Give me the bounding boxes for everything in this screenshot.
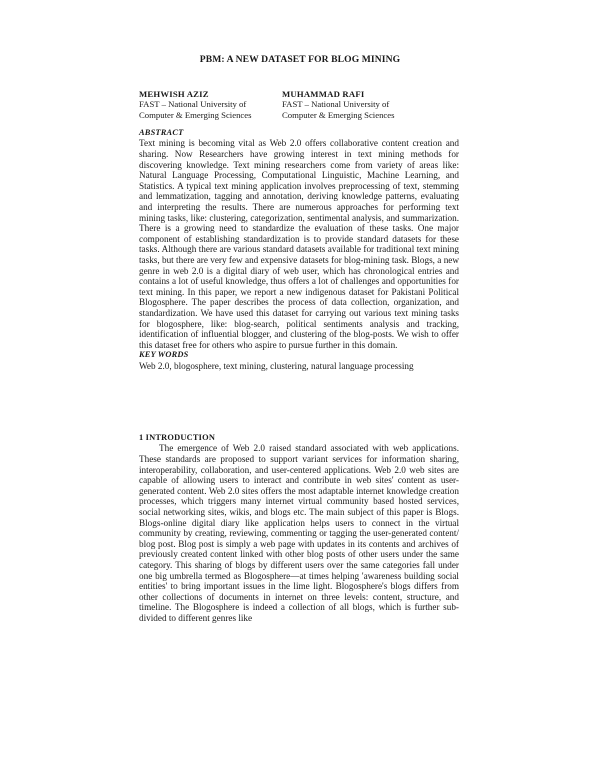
abstract-section (139, 128, 459, 371)
author-name: MEHWISH AZIZ (139, 89, 209, 99)
author-affiliation-line: FAST – National University of (139, 99, 247, 110)
author-affiliation-line: Computer & Emerging Sciences (282, 109, 395, 120)
author-affiliation-line: FAST – National University of (282, 99, 390, 110)
author-name: MUHAMMAD RAFI (282, 89, 365, 99)
keywords-heading: KEY WORDS (139, 350, 189, 360)
abstract-heading: ABSTRACT (139, 128, 184, 137)
author-block-1 (139, 89, 252, 120)
section-heading: 1 INTRODUCTION (139, 433, 216, 442)
abstract-text: Text mining is becoming vital as Web 2.0 offers collaborative content creation and sharing. Now Researchers have growing interest in text mining methods for discovering knowledge. Text mining researchers come from variety of areas like: Natural Language Processing, Computational Linguistic, Machine Learning, and Statistics. A typical text mining application involves preprocessing of text, stemming and lemmatization, tagging and annotation, deriving knowledge patterns, evaluating and interpreting the results. There are numerous approaches for performing text mining tasks, like: clustering, categorization, sentimental analysis, and summarization. There is a growing need to standardize the evaluation of these tasks. One major component of establishing standardization is to provide standard datasets for these tasks. Although there are various standard datasets available for traditional text mining tasks, but there are very few and expensive datasets for blog-mining task. Blogs, a new genre in web 2.0 is a digital diary of web user, which has chronological entries and contains a lot of useful knowledge, thus offers a lot of challenges and opportunities for text mining. In this paper, we report a new indigenous dataset for Pakistani Political Blogosphere. The paper describes the process of data collection, organization, and standardization. We have used this dataset for carrying out various text mining tasks for blogosphere, like: blog-search, political sentiments analysis and tracking, identification of influential blogger, and clustering of the blog-posts. We wish to offer this dataset free for others who aspire to pursue further in this domain. (139, 138, 459, 350)
paper-title: PBM: A NEW DATASET FOR BLOG MINING (199, 54, 401, 65)
introduction-section (139, 433, 459, 624)
introduction-text: The emergence of Web 2.0 raised standard associated with web applications. These standards are proposed to support variant services for information sharing, interoperability, collaboration, and user-centered applications. Web 2.0 web sites are capable of allowing users to interact and contribute in web sites' content as user-generated content. Web 2.0 sites offers the most adaptable internet knowledge creation processes, which triggers many internet virtual community based hosted services, social networking sites, wikis, and blogs etc. The main subject of this paper is Blogs. Blogs-online digital diary like application helps users to connect in the virtual community by creating, reviewing, commenting or tagging the user-generated content/ blog post. Blog post is simply a web page with updates in its contents and archives of previously created content linked with other blog posts of other users under the same category. This sharing of blogs by different users over the same categories fall under one big umbrella termed as Blogosphere—at times helping 'awareness building social entities' to bring important issues in the lime light. Blogosphere's blogs differs from other collections of documents in internet on three levels: content, structure, and timeline. The Blogosphere is indeed a collection of all blogs, which is further sub-divided to different genres like (139, 443, 459, 623)
keywords-text: Web 2.0, blogosphere, text mining, clustering, natural language processing (139, 360, 414, 371)
author-block-2 (282, 89, 395, 120)
author-affiliation-line: Computer & Emerging Sciences (139, 109, 252, 120)
